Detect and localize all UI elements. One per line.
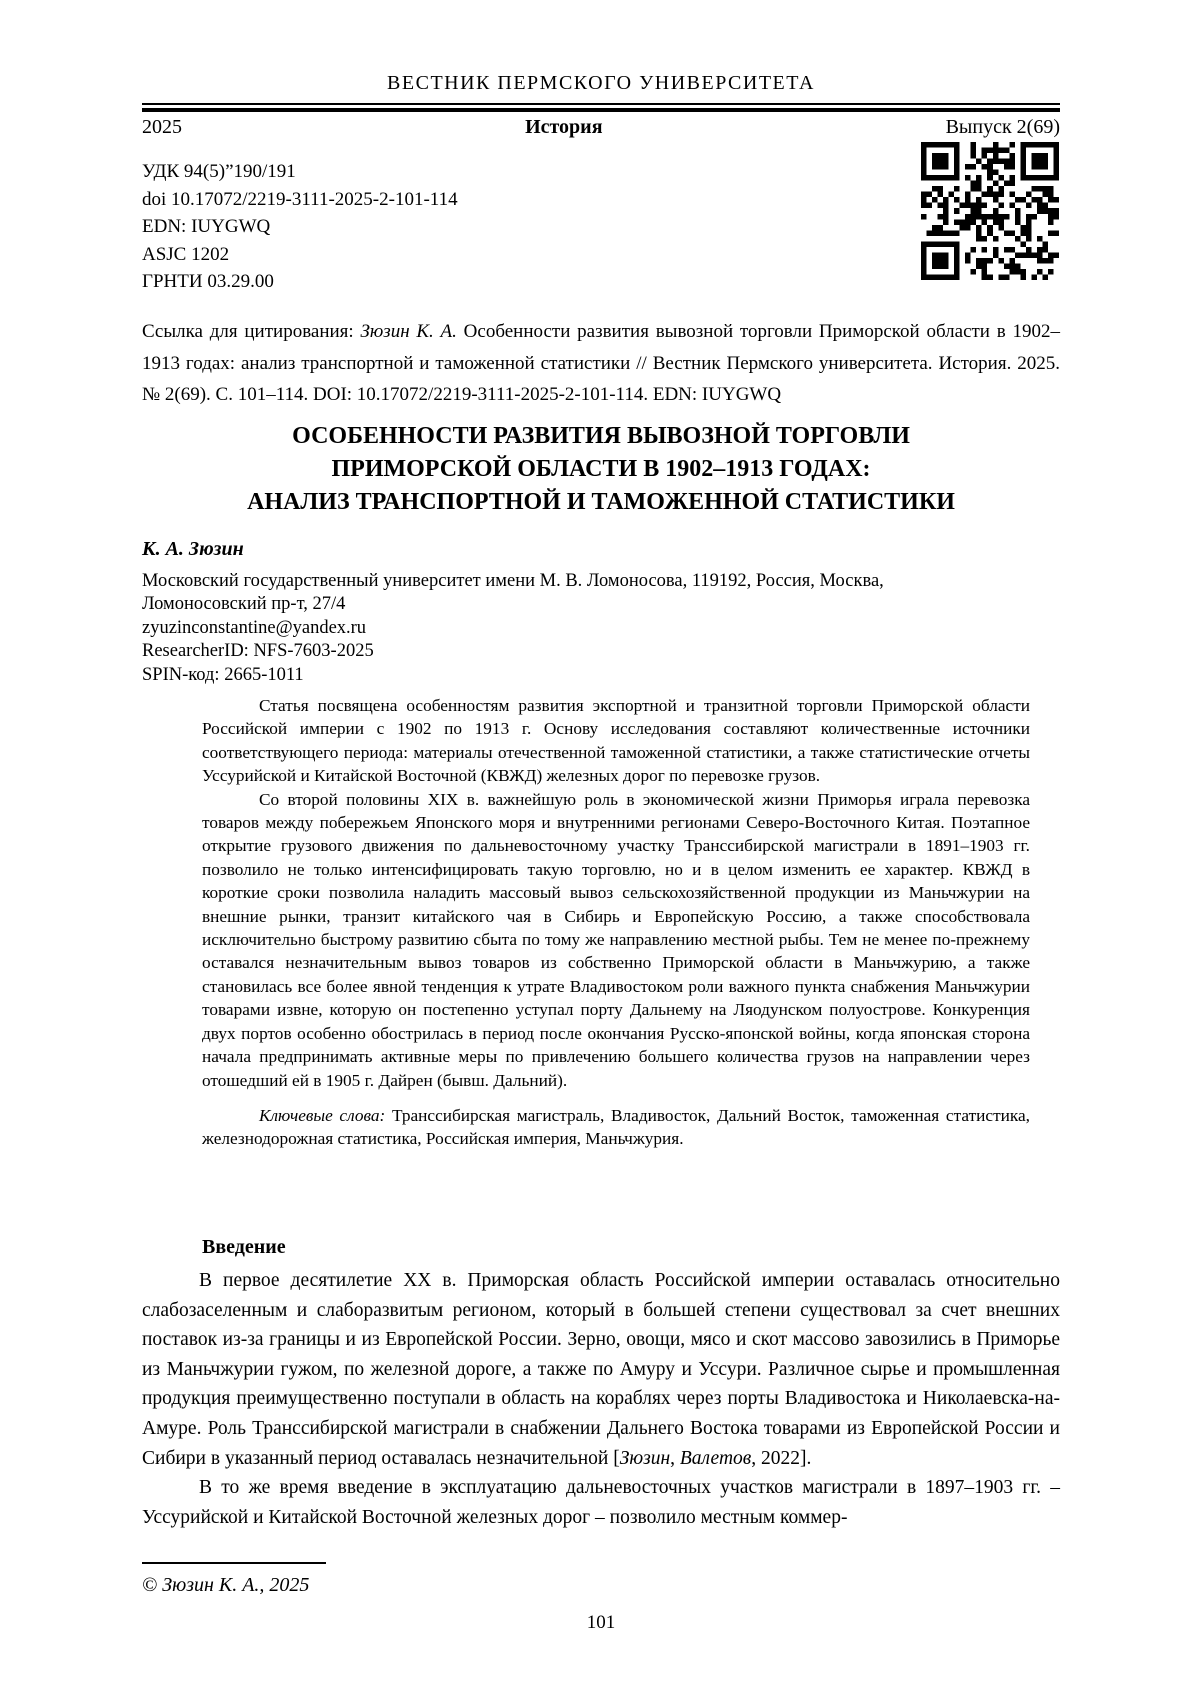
qr-code-icon <box>921 142 1059 280</box>
article-title-line: ПРИМОРСКОЙ ОБЛАСТИ В 1902–1913 ГОДАХ: <box>331 456 871 482</box>
author-researcher-id: ResearcherID: NFS-7603-2025 <box>142 641 374 662</box>
abstract-paragraph: Статья посвящена особенностям развития экспортной и транзитной торговли Приморской области Российской империи с 1902 по 1913 г. Основу исследования составляют количественные источники соответствующего периода: материалы отечественной таможенной статистики, а также статистические отчеты Уссурийской и Китайской Восточной (КВЖД) железных дорог по перевозке грузов. <box>202 696 1030 786</box>
abstract-paragraph: Со второй половины XIX в. важнейшую роль в экономической жизни Приморья играла перевозка товаров между побережьем Японского моря и внутренними регионами Северо-Восточного Китая. Поэтапное открытие грузового движения по дальневосточному участку Транссибирской магистрали в 1891–1903 гг. позволило не только интенсифицировать такую торговлю, но и в целом изменить ее характер. КВЖД в короткие сроки позволила наладить массовый вывоз сельскохозяйственной продукции из Маньчжурии на внешние рынки, транзит китайского чая в Сибирь и Европейскую Россию, а также способствовала исключительно быстрому развитию сбыта по тому же направлению местной рыбы. Тем не менее по-прежнему оставался незначительным вывоз товаров из собственно Приморской области в Маньчжурию, а также становилась все более явной тенденция к утрате Владивостоком роли важного пункта снабжения Маньчжурии товарами извне, которую он постепенно уступал порту Дальнему на Ляодунском полуострове. Конкуренция двух портов особенно обострилась в период после окончания Русско-японской войны, когда японская сторона начала предпринимать активные меры по привлечению большего количества грузов на направлении через отошедший ей в 1905 г. Дайрен (бывш. Дальний). <box>202 789 1030 1090</box>
masthead-issue: Выпуск 2(69) <box>945 116 1060 138</box>
body-paragraph: В то же время введение в эксплуатацию дальневосточных участков магистрали в 1897–1903 гг. – Уссурийской и Китайской Восточной железных дорог – позволило местным коммер- <box>142 1477 1060 1528</box>
grnti-line: ГРНТИ 03.29.00 <box>142 271 274 292</box>
doi-line: doi 10.17072/2219-3111-2025-2-101-114 <box>142 188 458 210</box>
introduction-body <box>142 1266 1060 1532</box>
header-double-rule <box>142 103 1060 112</box>
section-heading-introduction: Введение <box>202 1236 286 1258</box>
asjc-line: ASJC 1202 <box>142 243 230 265</box>
edn-line: EDN: IUYGWQ <box>142 216 271 237</box>
article-meta-block <box>142 158 742 296</box>
article-title-line: ОСОБЕННОСТИ РАЗВИТИЯ ВЫВОЗНОЙ ТОРГОВЛИ <box>292 423 910 449</box>
masthead-year: 2025 <box>142 116 182 138</box>
abstract-block <box>202 694 1030 1151</box>
author-affiliation: Ломоносовский пр-т, 27/4 <box>142 594 346 615</box>
footnote-rule <box>142 1562 326 1564</box>
page-number: 101 <box>586 1612 616 1633</box>
author-spin-code: SPIN-код: 2665-1011 <box>142 664 304 685</box>
author-email: zyuzinconstantine@yandex.ru <box>142 617 367 638</box>
citation-paragraph: Ссылка для цитирования: Зюзин К. А. Особенности развития вывозной торговли Приморской области в 1902–1913 годах: анализ транспортной и таможенной статистики // Вестник Пермского университета. История. 2025. № 2(69). С. 101–114. DOI: 10.17072/2219-3111-2025-2-101-114. EDN: IUYGWQ <box>142 321 1060 405</box>
author-name: К. А. Зюзин <box>142 538 244 560</box>
masthead-section: История <box>525 116 603 138</box>
author-affiliation: Московский государственный университет имени М. В. Ломоносова, 119192, Россия, Москва, <box>142 571 884 591</box>
masthead-row <box>142 116 1060 139</box>
keywords-paragraph: Ключевые слова: Транссибирская магистраль, Владивосток, Дальний Восток, таможенная статистика, железнодорожная статистика, Российская империя, Маньчжурия. <box>202 1105 1030 1149</box>
copyright-line: © Зюзин К. А., 2025 <box>142 1574 310 1596</box>
article-title-line: АНАЛИЗ ТРАНСПОРТНОЙ И ТАМОЖЕННОЙ СТАТИСТИКИ <box>247 489 955 515</box>
author-details-block <box>142 570 1060 687</box>
body-paragraph: В первое десятилетие XX в. Приморская область Российской империи оставалась относительно слабозаселенным и слаборазвитым регионом, который в большей степени существовал за счет внешних поставок из-за границы и из Европейской России. Зерно, овощи, мясо и скот массово завозились в Приморье из Маньчжурии гужом, по железной дороге, а также по Амуру и Уссури. Различное сырье и промышленная продукция преимущественно поступали в область на кораблях через порты Владивостока и Николаевска-на-Амуре. Роль Транссибирской магистрали в снабжении Дальнего Востока товарами из Европейской России и Сибири в указанный период оставалась незначительной [Зюзин, Валетов, 2022]. <box>142 1270 1060 1469</box>
journal-title: ВЕСТНИК ПЕРМСКОГО УНИВЕРСИТЕТА <box>387 72 815 94</box>
udc-line: УДК 94(5)”190/191 <box>142 161 296 182</box>
article-title <box>142 420 1060 519</box>
